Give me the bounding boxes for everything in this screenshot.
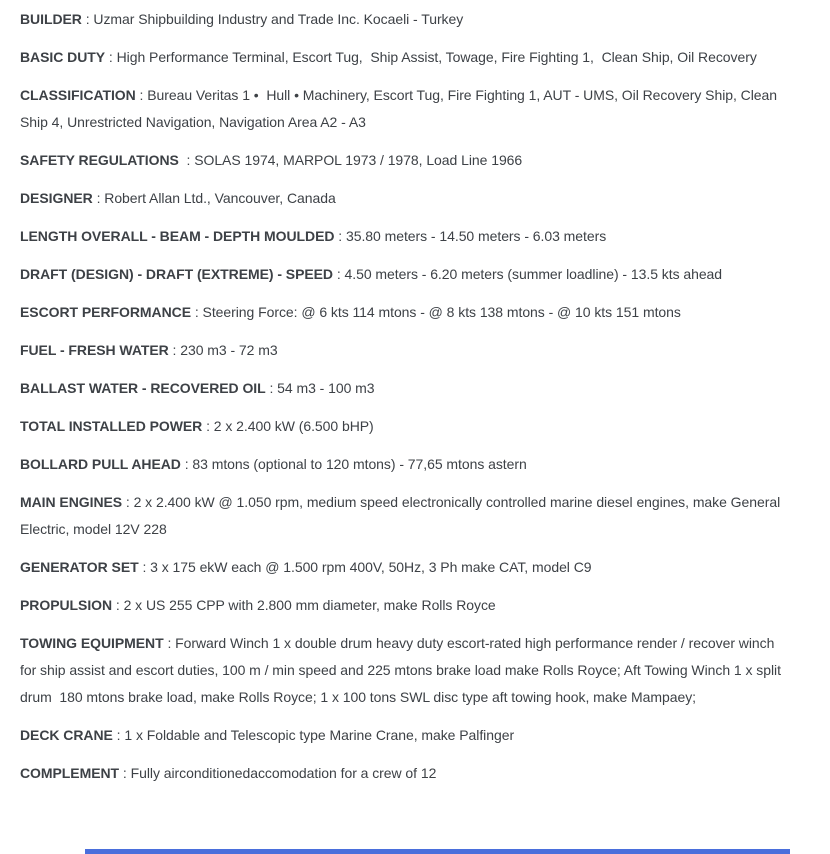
spec-value: Uzmar Shipbuilding Industry and Trade Inc. Kocaeli - Turkey bbox=[93, 11, 464, 27]
spec-row bbox=[20, 337, 792, 364]
spec-row bbox=[20, 760, 792, 787]
spec-separator: : bbox=[112, 597, 124, 613]
spec-label: BASIC DUTY bbox=[20, 49, 106, 65]
spec-value: 230 m3 - 72 m3 bbox=[180, 342, 278, 358]
spec-value: Forward Winch 1 x double drum heavy duty escort-rated high performance render / recover winch for ship assist and escort duties, 100 m / min speed and 225 mtons brake load make Rolls Royce; Aft Towing Winch 1 x split drum 180 mtons brake load, make Rolls Royce; 1 x 100 tons SWL disc type aft towing hook, make Mampaey; bbox=[20, 635, 781, 705]
spec-label: DRAFT (DESIGN) - DRAFT (EXTREME) - SPEED bbox=[20, 266, 333, 282]
spec-row bbox=[20, 451, 792, 478]
spec-label: FUEL - FRESH WATER bbox=[20, 342, 169, 358]
spec-row bbox=[20, 223, 792, 250]
spec-separator: : bbox=[180, 456, 193, 472]
spec-label: COMPLEMENT bbox=[20, 765, 120, 781]
spec-label: PROPULSION bbox=[20, 597, 113, 613]
spec-separator: : bbox=[119, 765, 131, 781]
spec-separator: : bbox=[182, 152, 195, 168]
spec-label: MAIN ENGINES bbox=[20, 494, 123, 510]
spec-separator: : bbox=[92, 190, 105, 206]
spec-separator: : bbox=[333, 266, 345, 282]
spec-row bbox=[20, 554, 792, 581]
spec-label: CLASSIFICATION bbox=[20, 87, 136, 103]
spec-label: DECK CRANE bbox=[20, 727, 113, 743]
spec-separator: : bbox=[191, 304, 203, 320]
spec-separator: : bbox=[122, 494, 134, 510]
spec-separator: : bbox=[265, 380, 278, 396]
spec-value: 3 x 175 ekW each @ 1.500 rpm 400V, 50Hz, 3 Ph make CAT, model C9 bbox=[150, 559, 592, 575]
spec-value: Fully airconditionedaccomodation for a crew of 12 bbox=[130, 765, 437, 781]
spec-row bbox=[20, 489, 792, 543]
spec-value: 35.80 meters - 14.50 meters - 6.03 meters bbox=[345, 228, 607, 244]
spec-label: BUILDER bbox=[20, 11, 82, 27]
spec-row bbox=[20, 592, 792, 619]
spec-label: SAFETY REGULATIONS bbox=[20, 152, 183, 168]
spec-separator: : bbox=[105, 49, 117, 65]
spec-separator: : bbox=[112, 727, 125, 743]
spec-row bbox=[20, 261, 792, 288]
spec-value: Robert Allan Ltd., Vancouver, Canada bbox=[104, 190, 336, 206]
spec-row bbox=[20, 44, 792, 71]
spec-separator: : bbox=[168, 342, 181, 358]
spec-value: High Performance Terminal, Escort Tug, Ship Assist, Towage, Fire Fighting 1, Clean Ship, Oil Recovery bbox=[116, 49, 757, 65]
spec-value: 1 x Foldable and Telescopic type Marine Crane, make Palfinger bbox=[124, 727, 515, 743]
spec-row bbox=[20, 6, 792, 33]
spec-label: BOLLARD PULL AHEAD bbox=[20, 456, 181, 472]
spec-value: 54 m3 - 100 m3 bbox=[277, 380, 375, 396]
spec-separator: : bbox=[135, 87, 148, 103]
spec-separator: : bbox=[334, 228, 346, 244]
spec-label: BALLAST WATER - RECOVERED OIL bbox=[20, 380, 266, 396]
spec-row bbox=[20, 147, 792, 174]
spec-row bbox=[20, 375, 792, 402]
spec-row bbox=[20, 413, 792, 440]
spec-label: GENERATOR SET bbox=[20, 559, 139, 575]
spec-value: 2 x 2.400 kW (6.500 bHP) bbox=[213, 418, 374, 434]
spec-value: 83 mtons (optional to 120 mtons) - 77,65 mtons astern bbox=[192, 456, 527, 472]
spec-row bbox=[20, 82, 792, 136]
spec-list bbox=[20, 6, 792, 787]
spec-label: TOTAL INSTALLED POWER bbox=[20, 418, 203, 434]
spec-label: DESIGNER bbox=[20, 190, 93, 206]
bottom-accent-bar bbox=[85, 849, 790, 854]
spec-value: 4.50 meters - 6.20 meters (summer loadline) - 13.5 kts ahead bbox=[344, 266, 723, 282]
spec-separator: : bbox=[138, 559, 151, 575]
spec-row bbox=[20, 722, 792, 749]
spec-value: 2 x US 255 CPP with 2.800 mm diameter, make Rolls Royce bbox=[123, 597, 496, 613]
spec-label: LENGTH OVERALL - BEAM - DEPTH MOULDED bbox=[20, 228, 335, 244]
spec-value: 2 x 2.400 kW @ 1.050 rpm, medium speed electronically controlled marine diesel engines, make General Electric, model 12V 228 bbox=[20, 494, 781, 537]
spec-separator: : bbox=[163, 635, 176, 651]
spec-value: Steering Force: @ 6 kts 114 mtons - @ 8 kts 138 mtons - @ 10 kts 151 mtons bbox=[202, 304, 681, 320]
spec-value: Bureau Veritas 1 • Hull • Machinery, Escort Tug, Fire Fighting 1, AUT - UMS, Oil Recovery Ship, Clean Ship 4, Unrestricted Navigation, Navigation Area A2 - A3 bbox=[20, 87, 777, 130]
spec-separator: : bbox=[81, 11, 94, 27]
spec-row bbox=[20, 185, 792, 212]
spec-value: SOLAS 1974, MARPOL 1973 / 1978, Load Line 1966 bbox=[194, 152, 523, 168]
spec-separator: : bbox=[202, 418, 214, 434]
spec-row bbox=[20, 630, 792, 711]
spec-label: ESCORT PERFORMANCE bbox=[20, 304, 191, 320]
spec-label: TOWING EQUIPMENT bbox=[20, 635, 164, 651]
spec-row bbox=[20, 299, 792, 326]
